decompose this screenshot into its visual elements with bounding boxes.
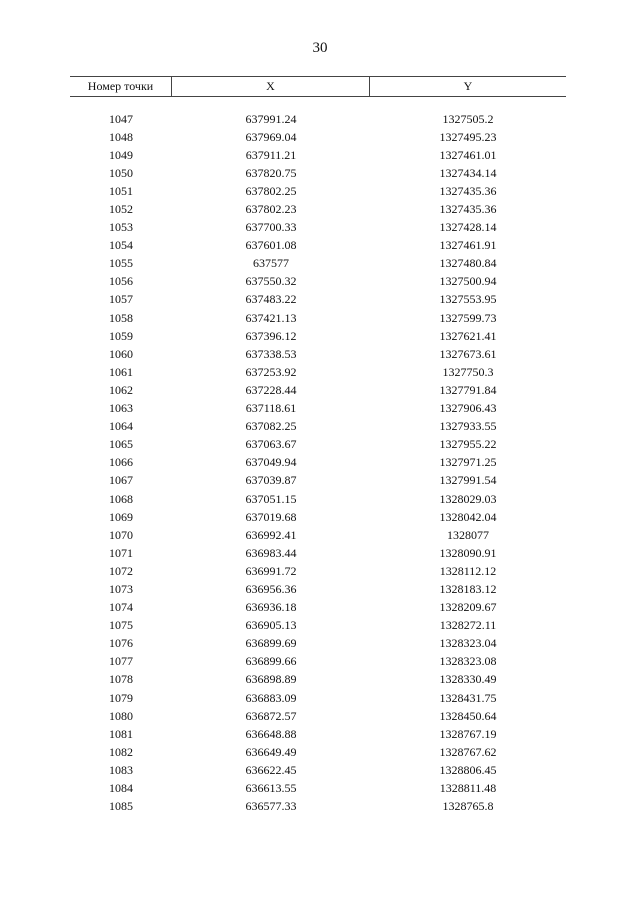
table-row (70, 400, 566, 418)
cell-y: 1328042.04 (439, 509, 497, 524)
cell-x: 636936.18 (245, 600, 297, 615)
cell-point-number: 1075 (109, 618, 133, 633)
table-row (70, 798, 566, 816)
table-row (70, 345, 566, 363)
header-point-number: Номер точки (70, 77, 172, 96)
table-row (70, 309, 566, 327)
table-row (70, 725, 566, 743)
table-row (70, 508, 566, 526)
table-row (70, 562, 566, 580)
cell-point-number: 1063 (109, 401, 133, 416)
cell-y: 1328811.48 (439, 781, 497, 796)
cell-x: 637396.12 (245, 328, 297, 343)
table-row (70, 146, 566, 164)
cell-x: 636898.89 (245, 672, 297, 687)
cell-y: 1328767.19 (439, 726, 497, 741)
cell-y: 1328431.75 (439, 690, 497, 705)
cell-y: 1327553.95 (439, 292, 497, 307)
cell-x: 636622.45 (245, 762, 297, 777)
cell-x: 636956.36 (245, 581, 297, 596)
cell-y: 1327933.55 (439, 419, 497, 434)
table-row (70, 110, 566, 128)
cell-point-number: 1069 (109, 509, 133, 524)
cell-point-number: 1074 (109, 600, 133, 615)
cell-y: 1328323.08 (439, 654, 497, 669)
cell-y: 1328272.11 (439, 618, 497, 633)
table-row (70, 635, 566, 653)
table-row (70, 164, 566, 182)
table-row (70, 761, 566, 779)
cell-point-number: 1047 (109, 111, 133, 126)
cell-y: 1327906.43 (439, 401, 497, 416)
cell-point-number: 1084 (109, 781, 133, 796)
cell-y: 1327971.25 (439, 455, 497, 470)
table-row (70, 707, 566, 725)
cell-y: 1327461.01 (439, 147, 497, 162)
cell-point-number: 1079 (109, 690, 133, 705)
cell-y: 1328112.12 (439, 563, 497, 578)
page-number: 30 (312, 40, 328, 56)
cell-x: 636983.44 (245, 545, 297, 560)
table-row (70, 219, 566, 237)
cell-point-number: 1077 (109, 654, 133, 669)
cell-point-number: 1051 (109, 183, 133, 198)
cell-y: 1328765.8 (442, 799, 494, 814)
cell-point-number: 1058 (109, 310, 133, 325)
cell-y: 1327791.84 (439, 382, 497, 397)
cell-point-number: 1062 (109, 382, 133, 397)
cell-y: 1328183.12 (439, 581, 497, 596)
cell-point-number: 1049 (109, 147, 133, 162)
cell-point-number: 1071 (109, 545, 133, 560)
cell-y: 1327495.23 (439, 129, 497, 144)
cell-x: 636649.49 (245, 744, 297, 759)
cell-y: 1328209.67 (439, 600, 497, 615)
cell-y: 1327673.61 (439, 346, 497, 361)
cell-y: 1327428.14 (439, 220, 497, 235)
header-x: X (172, 77, 370, 96)
cell-point-number: 1070 (109, 527, 133, 542)
cell-x: 637338.53 (245, 346, 297, 361)
table-row (70, 689, 566, 707)
cell-x: 637253.92 (245, 364, 297, 379)
cell-y: 1327435.36 (439, 202, 497, 217)
table-row (70, 363, 566, 381)
cell-point-number: 1068 (109, 491, 133, 506)
cell-point-number: 1059 (109, 328, 133, 343)
cell-point-number: 1048 (109, 129, 133, 144)
cell-y: 1328090.91 (439, 545, 497, 560)
cell-x: 636899.69 (245, 636, 297, 651)
cell-y: 1327500.94 (439, 274, 497, 289)
cell-x: 637039.87 (245, 473, 297, 488)
cell-point-number: 1073 (109, 581, 133, 596)
table-row (70, 381, 566, 399)
table-body (70, 110, 566, 816)
cell-x: 637118.61 (245, 401, 297, 416)
cell-x: 637063.67 (245, 437, 297, 452)
table-row (70, 327, 566, 345)
cell-point-number: 1057 (109, 292, 133, 307)
cell-x: 637577 (253, 256, 289, 271)
cell-x: 637019.68 (245, 509, 297, 524)
cell-point-number: 1078 (109, 672, 133, 687)
header-y: Y (463, 79, 473, 93)
cell-point-number: 1085 (109, 799, 133, 814)
cell-point-number: 1065 (109, 437, 133, 452)
cell-y: 1327505.2 (442, 111, 494, 126)
cell-y: 1328077 (447, 527, 489, 542)
cell-point-number: 1067 (109, 473, 133, 488)
table-row (70, 182, 566, 200)
table-row (70, 418, 566, 436)
table-row (70, 743, 566, 761)
table-row (70, 454, 566, 472)
table-row (70, 779, 566, 797)
cell-x: 636991.72 (245, 563, 297, 578)
table-row (70, 526, 566, 544)
cell-x: 637483.22 (245, 292, 297, 307)
table-row (70, 580, 566, 598)
cell-point-number: 1083 (109, 762, 133, 777)
cell-point-number: 1056 (109, 274, 133, 289)
cell-y: 1327435.36 (439, 183, 497, 198)
table-row (70, 273, 566, 291)
cell-x: 637820.75 (245, 165, 297, 180)
table-header (70, 76, 566, 97)
cell-y: 1327955.22 (439, 437, 497, 452)
table-row (70, 128, 566, 146)
cell-point-number: 1050 (109, 165, 133, 180)
table-row (70, 617, 566, 635)
table-row (70, 200, 566, 218)
cell-point-number: 1072 (109, 563, 133, 578)
table-row (70, 490, 566, 508)
cell-point-number: 1061 (109, 364, 133, 379)
cell-x: 636905.13 (245, 618, 297, 633)
cell-point-number: 1053 (109, 220, 133, 235)
table-row (70, 291, 566, 309)
cell-x: 636883.09 (245, 690, 297, 705)
table-row (70, 472, 566, 490)
cell-x: 637051.15 (245, 491, 297, 506)
cell-x: 637969.04 (245, 129, 297, 144)
cell-x: 637228.44 (245, 382, 297, 397)
cell-x: 636899.66 (245, 654, 297, 669)
cell-y: 1327991.54 (439, 473, 497, 488)
cell-y: 1327480.84 (439, 256, 497, 271)
cell-y: 1328767.62 (439, 744, 497, 759)
cell-point-number: 1055 (109, 256, 133, 271)
table-row (70, 599, 566, 617)
cell-x: 636613.55 (245, 781, 297, 796)
cell-point-number: 1082 (109, 744, 133, 759)
table-row (70, 671, 566, 689)
cell-point-number: 1052 (109, 202, 133, 217)
table-row (70, 544, 566, 562)
cell-x: 637911.21 (245, 147, 297, 162)
cell-y: 1328029.03 (439, 491, 497, 506)
cell-y: 1328330.49 (439, 672, 497, 687)
cell-x: 637082.25 (245, 419, 297, 434)
cell-x: 637700.33 (245, 220, 297, 235)
table-row (70, 653, 566, 671)
cell-point-number: 1066 (109, 455, 133, 470)
cell-point-number: 1060 (109, 346, 133, 361)
cell-x: 637550.32 (245, 274, 297, 289)
cell-y: 1327621.41 (439, 328, 497, 343)
cell-y: 1328806.45 (439, 762, 497, 777)
cell-x: 636872.57 (245, 708, 297, 723)
cell-point-number: 1064 (109, 419, 133, 434)
table-row (70, 237, 566, 255)
cell-x: 637049.94 (245, 455, 297, 470)
table-row (70, 255, 566, 273)
cell-point-number: 1076 (109, 636, 133, 651)
cell-x: 637802.25 (245, 183, 297, 198)
cell-y: 1327461.91 (439, 238, 497, 253)
cell-x: 637802.23 (245, 202, 297, 217)
cell-x: 637991.24 (245, 111, 297, 126)
cell-x: 636992.41 (245, 527, 297, 542)
cell-x: 636577.33 (245, 799, 297, 814)
table-row (70, 436, 566, 454)
cell-y: 1328323.04 (439, 636, 497, 651)
cell-x: 636648.88 (245, 726, 297, 741)
cell-y: 1327750.3 (442, 364, 494, 379)
cell-point-number: 1054 (109, 238, 133, 253)
cell-y: 1327434.14 (439, 165, 497, 180)
cell-x: 637601.08 (245, 238, 297, 253)
cell-point-number: 1081 (109, 726, 133, 741)
cell-x: 637421.13 (245, 310, 297, 325)
cell-y: 1328450.64 (439, 708, 497, 723)
cell-point-number: 1080 (109, 708, 133, 723)
cell-y: 1327599.73 (439, 310, 497, 325)
